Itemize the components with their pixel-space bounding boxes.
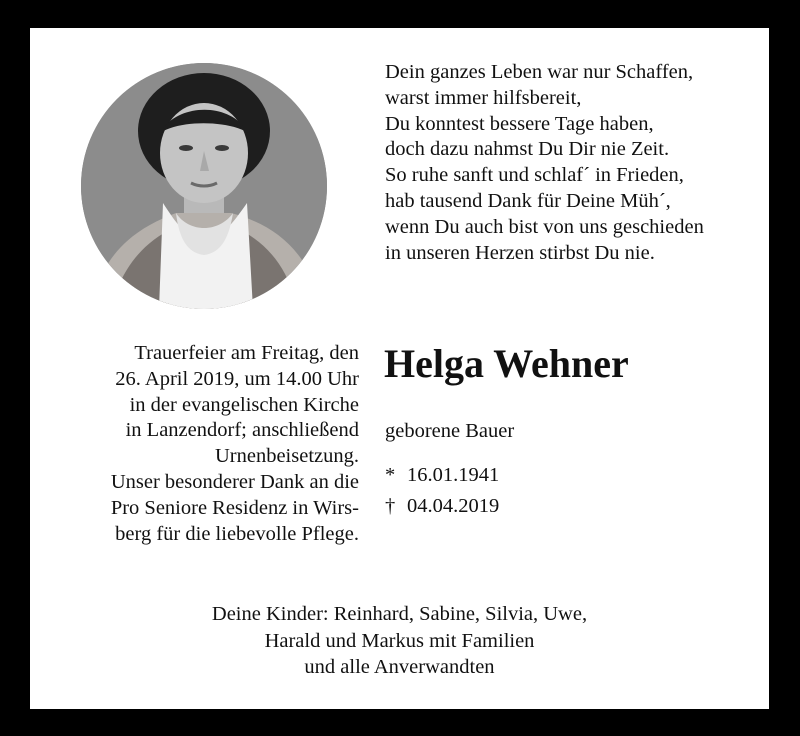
mourners-line: und alle Anverwandten xyxy=(304,656,495,678)
funeral-service-info xyxy=(49,341,359,547)
service-line: 26. April 2019, um 14.00 Uhr xyxy=(115,367,359,390)
maiden-name: geborene Bauer xyxy=(385,420,515,442)
portrait-photo xyxy=(81,63,327,309)
poem-line: hab tausend Dank für Deine Müh´, xyxy=(385,189,671,212)
poem-line: So ruhe sanft und schlaf´ in Frieden, xyxy=(385,164,684,187)
poem-line: doch dazu nahmst Du Dir nie Zeit. xyxy=(385,138,670,161)
birth-symbol: * xyxy=(385,464,396,486)
poem-line: Dein ganzes Leben war nur Schaffen, xyxy=(385,61,694,83)
death-date-row xyxy=(385,491,499,522)
service-line: in Lanzendorf; anschließend xyxy=(125,419,359,442)
mourners-line: Harald und Markus mit Familien xyxy=(264,629,535,652)
service-line: Urnenbeisetzung. xyxy=(214,445,359,468)
poem-line: in unseren Herzen stirbst Du nie. xyxy=(385,241,655,264)
mourners-line: Deine Kinder: Reinhard, Sabine, Silvia, Uwe, xyxy=(211,603,588,625)
mourners-list xyxy=(30,601,769,681)
poem-line: warst immer hilfsbereit, xyxy=(385,86,582,109)
memorial-poem xyxy=(385,60,765,266)
service-line: Trauerfeier am Freitag, den xyxy=(134,342,359,364)
poem-line: wenn Du auch bist von uns geschieden xyxy=(385,215,704,238)
portrait-image xyxy=(81,63,327,309)
obituary-notice xyxy=(30,28,769,709)
deceased-name: Helga Wehner xyxy=(384,341,629,386)
poem-line: Du konntest bessere Tage haben, xyxy=(385,112,654,135)
service-line: Pro Seniore Residenz in Wirs- xyxy=(110,496,359,519)
birth-date-row xyxy=(385,460,499,491)
life-dates xyxy=(385,460,499,522)
birth-date: 16.01.1941 xyxy=(407,464,500,486)
death-symbol: † xyxy=(385,495,396,517)
service-line: in der evangelischen Kirche xyxy=(129,393,359,416)
service-line: berg für die liebevolle Pflege. xyxy=(115,522,359,545)
service-line: Unser besonderer Dank an die xyxy=(110,470,359,493)
death-date: 04.04.2019 xyxy=(407,495,500,517)
